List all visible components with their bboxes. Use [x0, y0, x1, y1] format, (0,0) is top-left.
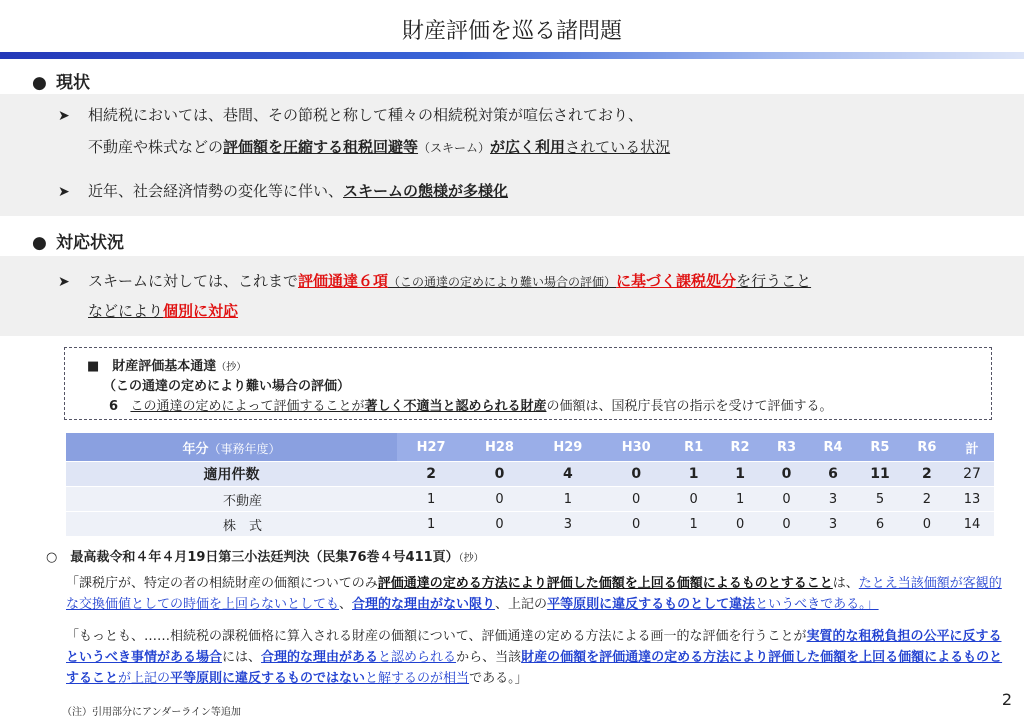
table-cell: 0	[465, 487, 533, 512]
header-year-cell: 年分（事務年度）	[66, 433, 397, 462]
table-cell: 6	[856, 512, 903, 537]
bullet-dot-icon: ●	[32, 73, 47, 93]
header-total: 計	[950, 433, 994, 462]
cases-table	[66, 433, 994, 537]
table-cell: 0	[465, 512, 533, 537]
current-bullet-1-line2: 不動産や株式などの評価額を圧縮する租税回避等（スキーム）が広く利用されている状況	[88, 138, 671, 156]
row-indent	[66, 512, 88, 537]
table-cell: 1	[717, 462, 763, 487]
arrow-bullet-icon: ➤	[58, 184, 70, 200]
table-cell: 0	[763, 462, 809, 487]
notice-clause: 6 この通達の定めによって評価することが著しく不適当と認められる財産の価額は、国税庁長官の指示を受けて評価する。	[109, 399, 833, 414]
table-cell: 0	[763, 487, 809, 512]
bullet-dot-icon: ●	[32, 233, 47, 253]
court-quote-2: 「もっとも、……相続税の課税価格に算入される財産の価額について、評価通達の定める方法による画一的な評価を行うことが実質的な租税負担の公平に反するというべき事情がある場合には、合理的な理由があると認められるから、当該財産の価額を評価通達の定める方法により評価した価額を上回る価額によるものとすることが上記の平等原則に違反するものではないと解するのが相当である。」	[66, 629, 1003, 686]
header-year: R2	[717, 433, 763, 462]
page-number: 2	[1001, 690, 1012, 709]
table-cell: 1	[670, 462, 716, 487]
table-cell: 1	[670, 512, 716, 537]
page-title: 財産評価を巡る諸問題	[401, 19, 622, 44]
court-heading: ○ 最高裁令和４年４月19日第三小法廷判決（民集76巻４号411頁）（抄）	[46, 550, 484, 565]
table-row	[66, 462, 994, 487]
arrow-bullet-icon: ➤	[58, 108, 70, 124]
response-bullet-1: ➤ スキームに対しては、これまで評価通達６項（この通達の定めにより難い場合の評価）に基づく課税処分を行うこと	[58, 268, 811, 295]
table-cell: 0	[670, 487, 716, 512]
table-cell: 3	[534, 512, 602, 537]
header-year: R6	[904, 433, 950, 462]
row-label: 株 式	[88, 512, 397, 537]
table-cell: 0	[602, 462, 670, 487]
header-year: R3	[763, 433, 809, 462]
table-cell: 0	[602, 512, 670, 537]
table-cell: 2	[904, 487, 950, 512]
header-year: H30	[602, 433, 670, 462]
title-underline	[0, 52, 1024, 59]
table-cell: 5	[856, 487, 903, 512]
table-cell: 1	[717, 487, 763, 512]
table-cell: 2	[904, 462, 950, 487]
table-cell: 0	[763, 512, 809, 537]
table-cell: 0	[717, 512, 763, 537]
table-cell: 14	[950, 512, 994, 537]
current-bullet-2: ➤ 近年、社会経済情勢の変化等に伴い、スキームの態様が多様化	[58, 178, 508, 205]
notice-subtitle: （この通達の定めにより難い場合の評価）	[103, 379, 351, 394]
header-year: R4	[810, 433, 856, 462]
table-row	[66, 512, 994, 537]
table-cell: 0	[904, 512, 950, 537]
table-header-row	[66, 433, 994, 462]
arrow-bullet-icon: ➤	[58, 274, 70, 290]
table-cell: 11	[856, 462, 903, 487]
header-year: H29	[534, 433, 602, 462]
table-cell: 1	[397, 512, 465, 537]
row-label: 不動産	[88, 487, 397, 512]
notice-box	[64, 347, 992, 420]
notice-title: ■ 財産評価基本通達（抄）	[87, 359, 247, 374]
header-year: R1	[670, 433, 716, 462]
header-year: H28	[465, 433, 533, 462]
table-cell: 13	[950, 487, 994, 512]
table-cell: 4	[534, 462, 602, 487]
response-bullet-1-line2: などにより個別に対応	[88, 302, 239, 320]
section-heading-response: ● 対応状況	[32, 233, 124, 253]
footnote: （注）引用部分にアンダーライン等追加	[62, 707, 241, 718]
table-cell: 0	[465, 462, 533, 487]
section-heading-current: ● 現状	[32, 73, 90, 93]
table-cell: 1	[397, 487, 465, 512]
current-bullet-1: ➤ 相続税においては、巷間、その節税と称して種々の相続税対策が喧伝されており、	[58, 102, 643, 129]
header-year: H27	[397, 433, 465, 462]
header-year: R5	[856, 433, 903, 462]
table-cell: 1	[534, 487, 602, 512]
table-cell: 27	[950, 462, 994, 487]
table-cell: 2	[397, 462, 465, 487]
row-indent	[66, 487, 88, 512]
court-quote-1: 「課税庁が、特定の者の相続財産の価額についてのみ評価通達の定める方法により評価した価額を上回る価額によるものとすることは、たとえ当該価額が客観的な交換価値としての時価を上回らないとしても、合理的な理由がない限り、上記の平等原則に違反するものとして違法というべきである。」	[66, 576, 1002, 612]
row-label: 適用件数	[66, 462, 397, 487]
table-cell: 3	[810, 487, 856, 512]
table-row	[66, 487, 994, 512]
table-cell: 6	[810, 462, 856, 487]
table-cell: 0	[602, 487, 670, 512]
table-cell: 3	[810, 512, 856, 537]
